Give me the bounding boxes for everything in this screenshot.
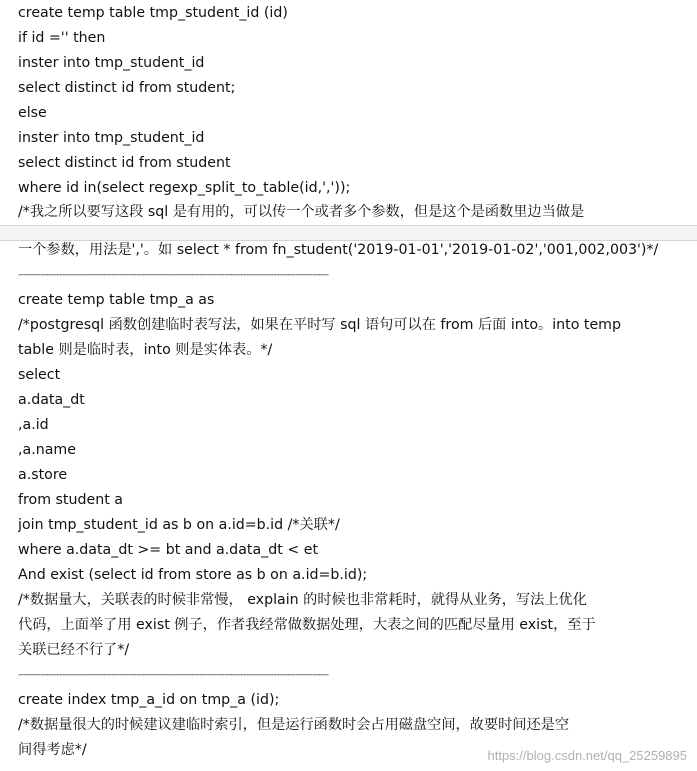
comment-line-1: /*我之所以要写这段 sql 是有用的，可以传一个或者多个参数，但是这个是函数里边当做是 <box>18 204 585 220</box>
separator-line: ----------------------------------------------------------------------------------------------------------------- <box>18 670 329 680</box>
comment-line-7: 关联已经不行了*/ <box>18 642 130 658</box>
comment-line-3: /*postgresql 函数创建临时表写法，如果在平时写 sql 语句可以在 from 后面 into。into temp <box>18 317 622 333</box>
code-line-18: And exist (select id from store as b on a.id=b.id); <box>18 567 368 583</box>
code-line-16: join tmp_student_id as b on a.id=b.id /*关联*/ <box>18 517 340 533</box>
comment-line-4: table 则是临时表，into 则是实体表。*/ <box>18 342 273 358</box>
code-line-13: ,a.name <box>18 442 76 458</box>
code-line-9: create temp table tmp_a as <box>18 292 215 308</box>
comment-line-9: 间得考虑*/ <box>18 742 87 758</box>
code-line-3: inster into tmp_student_id <box>18 55 205 71</box>
code-line-6: inster into tmp_student_id <box>18 130 205 146</box>
comment-line-6: 代码，上面举了用 exist 例子，作者我经常做数据处理，大表之间的匹配尽量用 exist，至于 <box>18 617 596 633</box>
code-line-15: from student a <box>18 492 123 508</box>
code-line-14: a.store <box>18 467 68 483</box>
separator-line: ----------------------------------------------------------------------------------------------------------------- <box>18 270 329 280</box>
code-line-12: ,a.id <box>18 417 49 433</box>
comment-line-8: /*数据量很大的时候建议建临时索引，但是运行函数时会占用磁盘空间，故要时间还是空 <box>18 717 570 733</box>
code-line-2: if id ='' then <box>18 30 106 46</box>
code-line-5: else <box>18 105 47 121</box>
watermark-text: https://blog.csdn.net/qq_25259895 <box>487 748 687 763</box>
code-line-10: select <box>18 367 61 383</box>
comment-line-2: 一个参数，用法是','。如 select * from fn_student('2019-01-01','2019-01-02','001,002,003')*/ <box>18 242 659 258</box>
code-line-19: create index tmp_a_id on tmp_a (id); <box>18 692 280 708</box>
code-line-4: select distinct id from student; <box>18 80 236 96</box>
code-line-7: select distinct id from student <box>18 155 231 171</box>
comment-line-5: /*数据量大，关联表的时候非常慢， explain 的时候也非常耗时，就得从业务，写法上优化 <box>18 592 587 608</box>
code-line-1: create temp table tmp_student_id (id) <box>18 5 288 21</box>
code-line-8: where id in(select regexp_split_to_table(id,',')); <box>18 180 351 196</box>
code-line-11: a.data_dt <box>18 392 85 408</box>
code-line-17: where a.data_dt >= bt and a.data_dt < et <box>18 542 319 558</box>
